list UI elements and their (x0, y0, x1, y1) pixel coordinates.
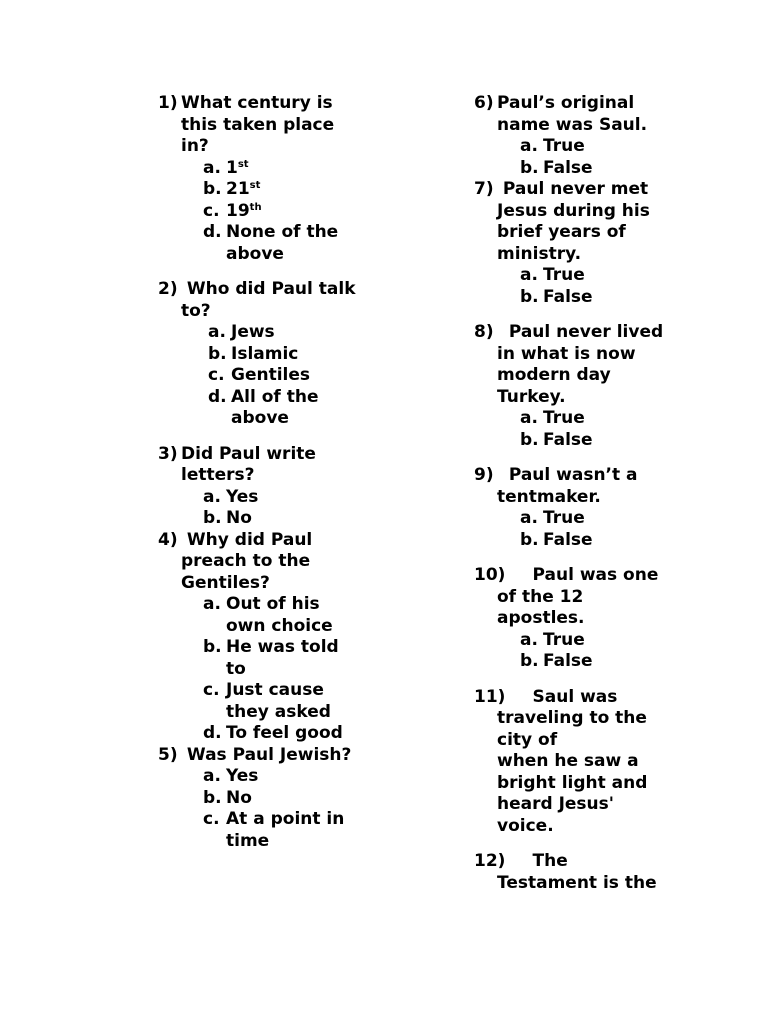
answer-option-line (158, 201, 378, 223)
option-text (543, 651, 593, 673)
question-text: Did Paul write (181, 443, 316, 464)
option-letter: b. (208, 343, 227, 364)
option-text-value: True (543, 136, 585, 156)
question-text-line (474, 244, 689, 266)
answer-option-line (474, 265, 689, 287)
option-text-value: 21 (226, 179, 250, 199)
answer-option-line (158, 723, 378, 745)
question-text: Why did Paul (181, 529, 313, 550)
question-11 (474, 687, 689, 838)
question-text-line (474, 751, 689, 773)
answer-option-line (474, 158, 689, 180)
option-letter: a. (203, 157, 221, 178)
answer-option-line (474, 430, 689, 452)
question-number: 5) (158, 744, 178, 765)
option-text-value: True (543, 265, 585, 285)
answer-option-line (158, 680, 378, 702)
ordinal-suffix: st (249, 180, 261, 191)
question-text-line (474, 201, 689, 223)
question-number: 11) (474, 686, 506, 707)
question-text: of the 12 (497, 586, 584, 607)
option-text (226, 723, 343, 745)
option-letter: a. (520, 508, 538, 528)
answer-option-line (474, 651, 689, 673)
question-text-line (474, 851, 689, 873)
question-text-line (158, 551, 378, 573)
option-letter: b. (203, 787, 222, 808)
option-text-value: Yes (226, 486, 259, 507)
question-text-line (158, 530, 378, 552)
option-text (226, 659, 246, 681)
option-letter: d. (203, 222, 222, 242)
option-text-value: False (543, 286, 593, 307)
question-text: this taken place (181, 114, 335, 135)
option-text (543, 136, 585, 158)
option-text-value: to (226, 658, 246, 679)
option-text (226, 244, 284, 266)
answer-option-line (158, 831, 378, 853)
option-text (226, 508, 252, 530)
option-text (226, 179, 260, 201)
question-number: 1) (158, 93, 178, 113)
option-letter: a. (520, 136, 538, 156)
answer-option-line (158, 487, 378, 509)
option-letter: b. (520, 529, 539, 550)
option-text (231, 387, 318, 409)
option-letter: a. (203, 486, 221, 507)
option-text-value: Islamic (231, 343, 299, 364)
answer-option-line (474, 136, 689, 158)
option-letter: b. (520, 651, 539, 671)
answer-option-line (158, 766, 378, 788)
option-letter: b. (203, 637, 222, 657)
question-number: 10) (474, 565, 506, 585)
option-text-value: False (543, 529, 593, 550)
question-text-line (474, 179, 689, 201)
question-text: apostles. (497, 608, 585, 628)
answer-option-line (158, 244, 378, 266)
option-text-value: Jews (231, 322, 275, 342)
answer-option-line (158, 387, 378, 409)
answer-option-line (158, 788, 378, 810)
option-text (543, 508, 585, 530)
option-text-value: At a point in (226, 809, 345, 829)
option-text-value: Out of his (226, 594, 320, 614)
question-text: What century is (181, 93, 333, 113)
question-number: 2) (158, 279, 178, 299)
answer-option-line (474, 630, 689, 652)
option-text-value: True (543, 629, 585, 650)
option-letter: b. (520, 286, 539, 307)
question-text-line (158, 465, 378, 487)
option-letter: b. (203, 179, 222, 199)
question-text: heard Jesus' (497, 794, 614, 814)
option-text (226, 702, 331, 724)
option-text-value: True (543, 408, 585, 428)
question-text: Who did Paul talk (181, 279, 356, 299)
ordinal-suffix: th (249, 201, 262, 213)
question-text: modern day (497, 365, 611, 385)
answer-option-line (158, 179, 378, 201)
question-8 (474, 322, 689, 451)
question-text: when he saw a (497, 751, 639, 771)
option-text (226, 487, 258, 509)
question-text-line (158, 115, 378, 137)
option-letter: c. (203, 680, 220, 700)
question-text: to? (181, 300, 211, 321)
option-letter: b. (520, 157, 539, 178)
question-text: name was Saul. (497, 114, 648, 135)
option-text (226, 680, 324, 702)
option-text (226, 594, 320, 616)
option-letter: d. (203, 723, 222, 743)
answer-option-line (158, 365, 378, 387)
answer-option-line (158, 637, 378, 659)
question-5 (158, 745, 378, 853)
option-text-value: time (226, 830, 270, 851)
option-text (226, 222, 338, 244)
question-number: 8) (474, 322, 494, 342)
question-text-line (474, 115, 689, 137)
question-4 (158, 530, 378, 745)
answer-option-line (158, 702, 378, 724)
question-text-line (474, 344, 689, 366)
option-text-value: None of the (226, 222, 339, 242)
question-text: Paul’s original (497, 93, 635, 113)
option-text-value: own choice (226, 615, 333, 636)
right-column (474, 93, 689, 894)
question-text-line (474, 387, 689, 409)
question-text-line (474, 322, 689, 344)
option-letter: a. (203, 766, 221, 786)
option-text (231, 365, 310, 387)
option-text-value: To feel good (226, 723, 343, 743)
option-letter: c. (208, 365, 225, 385)
option-text (226, 616, 333, 638)
question-text-line (474, 365, 689, 387)
question-text: Paul never met (497, 179, 649, 199)
question-text: Gentiles? (181, 572, 270, 593)
question-text: Jesus during his (497, 200, 650, 221)
option-text (226, 809, 344, 831)
option-text-value: He was told (226, 637, 339, 657)
question-1 (158, 93, 378, 265)
question-text-line (158, 301, 378, 323)
question-number: 12) (474, 851, 506, 871)
question-text: bright light and (497, 772, 648, 793)
question-text-line (474, 465, 689, 487)
option-text-value: they asked (226, 701, 331, 722)
option-letter: d. (208, 386, 227, 407)
option-text-value: True (543, 508, 585, 528)
option-text-value: 1 (226, 157, 238, 178)
option-text (543, 408, 585, 430)
answer-option-line (158, 222, 378, 244)
answer-option-line (474, 287, 689, 309)
question-text: ministry. (497, 243, 582, 264)
answer-option-line (158, 809, 378, 831)
question-text-line (474, 773, 689, 795)
question-text: Was Paul Jewish? (181, 744, 352, 765)
answer-option-line (474, 408, 689, 430)
option-text (231, 344, 298, 366)
question-text-line (474, 873, 689, 895)
answer-option-line (158, 408, 378, 430)
question-text-line (474, 708, 689, 730)
answer-option-line (158, 659, 378, 681)
question-text: in? (181, 136, 209, 156)
option-text-value: above (231, 408, 289, 428)
option-text-value: False (543, 429, 593, 450)
option-letter: b. (203, 508, 222, 528)
option-text-value: Gentiles (231, 365, 311, 385)
answer-option-line (158, 594, 378, 616)
option-text (543, 158, 593, 180)
question-text: voice. (497, 815, 554, 836)
question-text: Paul never lived (497, 322, 664, 342)
left-column (158, 93, 378, 852)
question-text: letters? (181, 465, 255, 485)
question-3 (158, 444, 378, 530)
option-text (226, 158, 249, 180)
answer-option-line (474, 530, 689, 552)
option-letter: a. (520, 408, 538, 428)
answer-option-line (158, 322, 378, 344)
question-6 (474, 93, 689, 179)
question-text-line (474, 93, 689, 115)
question-number: 6) (474, 93, 494, 113)
question-text-line (158, 136, 378, 158)
question-text-line (474, 608, 689, 630)
question-12 (474, 851, 689, 894)
question-10 (474, 565, 689, 673)
question-text: city of (497, 729, 558, 750)
option-text (226, 637, 339, 659)
option-text-value: Yes (226, 766, 259, 786)
question-text-line (474, 687, 689, 709)
question-number: 4) (158, 529, 178, 550)
option-text (226, 766, 258, 788)
option-text (543, 430, 593, 452)
option-text-value: False (543, 651, 593, 671)
question-text: traveling to the (497, 708, 647, 728)
question-number: 7) (474, 179, 494, 199)
question-text-line (474, 222, 689, 244)
question-text-line (158, 279, 378, 301)
question-text-line (474, 587, 689, 609)
question-text: preach to the (181, 551, 311, 571)
question-text-line (474, 794, 689, 816)
option-letter: a. (203, 594, 221, 614)
question-text: in what is now (497, 343, 636, 364)
question-text-line (474, 565, 689, 587)
option-text-value: No (226, 787, 252, 808)
question-text-line (158, 573, 378, 595)
question-text: brief years of (497, 222, 626, 242)
question-text-line (158, 745, 378, 767)
option-text-value: No (226, 508, 252, 528)
option-text-value: above (226, 243, 284, 264)
answer-option-line (158, 616, 378, 638)
question-text: tentmaker. (497, 486, 601, 507)
option-text (543, 530, 593, 552)
option-text (231, 322, 275, 344)
ordinal-suffix: st (237, 158, 249, 170)
option-text (543, 265, 585, 287)
option-text (543, 287, 593, 309)
question-number: 9) (474, 465, 494, 485)
option-letter: c. (203, 200, 220, 221)
question-text: Paul was one (497, 565, 659, 585)
question-text: Paul wasn’t a (497, 465, 638, 485)
option-text (226, 788, 252, 810)
option-text (231, 408, 289, 430)
option-letter: b. (520, 429, 539, 450)
question-7 (474, 179, 689, 308)
question-2 (158, 279, 378, 430)
question-text-line (158, 93, 378, 115)
option-text-value: Just cause (226, 680, 324, 700)
question-text: Saul was (497, 686, 618, 707)
question-9 (474, 465, 689, 551)
option-text (226, 201, 262, 223)
answer-option-line (158, 508, 378, 530)
option-text (543, 630, 585, 652)
option-text-value: False (543, 157, 593, 178)
question-text: The (497, 851, 568, 871)
option-text-value: All of the (231, 386, 319, 407)
option-letter: c. (203, 809, 220, 829)
question-text: Turkey. (497, 386, 566, 407)
question-text-line (474, 816, 689, 838)
answer-option-line (158, 158, 378, 180)
question-text-line (158, 444, 378, 466)
question-text: Testament is the (497, 872, 657, 893)
option-text-value: 19 (226, 200, 250, 221)
answer-option-line (474, 508, 689, 530)
question-number: 3) (158, 443, 178, 464)
question-text-line (474, 730, 689, 752)
option-letter: a. (208, 322, 226, 342)
answer-option-line (158, 344, 378, 366)
option-letter: a. (520, 629, 538, 650)
option-letter: a. (520, 265, 538, 285)
option-text (226, 831, 269, 853)
question-text-line (474, 487, 689, 509)
